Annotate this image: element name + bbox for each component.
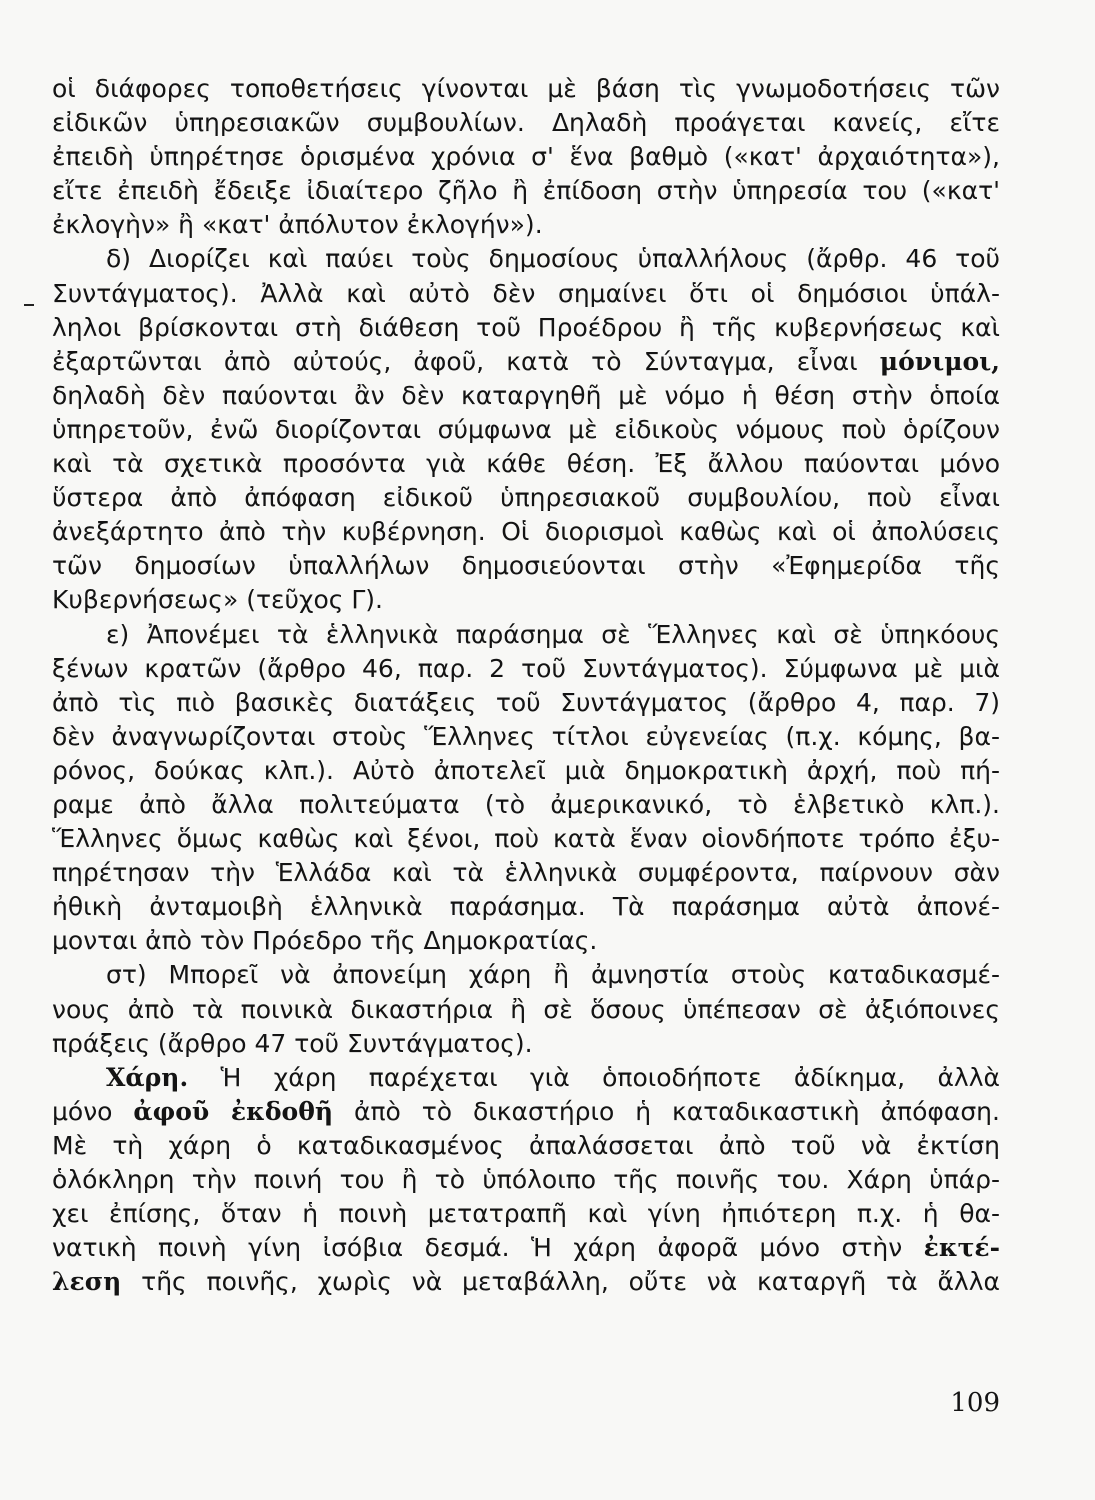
text-line: νους ἀπὸ τὰ ποινικὰ δικαστήρια ἢ σὲ ὅσους ὑπέπεσαν σὲ ἀξιόποινες [52, 994, 1000, 1024]
text-line: καὶ τὰ σχετικὰ προσόντα γιὰ κάθε θέση. Ἐξ ἄλλου παύονται μόνο [52, 449, 1000, 479]
text-line: ἐκλογὴν» ἢ «κατ' ἀπόλυτον ἐκλογήν»). [52, 210, 543, 240]
bold-term: Χάρη. [106, 1062, 189, 1092]
text-line-with-bold: λεση τῆς ποινῆς, χωρὶς νὰ μεταβάλλη, οὔτε νὰ καταργῆ τὰ ἄλλα [52, 1267, 1000, 1297]
text-line: ρόνος, δούκας κλπ.). Αὐτὸ ἀποτελεῖ μιὰ δημοκρατικὴ ἀρχή, ποὺ πή- [52, 755, 1000, 785]
text-line: εἰδικῶν ὑπηρεσιακῶν συμβουλίων. Δηλαδὴ προάγεται κανείς, εἴτε [52, 108, 1000, 138]
text-line: Συντάγματος). Ἀλλὰ καὶ αὐτὸ δὲν σημαίνει ὅτι οἱ δημόσιοι ὑπάλ- [52, 278, 1000, 308]
text-line: εἴτε ἐπειδὴ ἔδειξε ἰδιαίτερο ζῆλο ἢ ἐπίδοση στὴν ὑπηρεσία του («κατ' [52, 176, 1000, 206]
text-line: χει ἐπίσης, ὅταν ἡ ποινὴ μετατραπῆ καὶ γίνη ἠπιότερη π.χ. ἡ θα- [52, 1199, 1000, 1229]
text-line: ληλοι βρίσκονται στὴ διάθεση τοῦ Προέδρου ἢ τῆς κυβερνήσεως καὶ [52, 312, 1000, 342]
text-line: Κυβερνήσεως» (τεῦχος Γ). [52, 585, 383, 615]
text-line: Ἕλληνες ὅμως καθὼς καὶ ξένοι, ποὺ κατὰ ἕναν οἱονδήποτε τρόπο ἐξυ- [52, 824, 1000, 854]
text-line: ραμε ἀπὸ ἄλλα πολιτεύματα (τὸ ἀμερικανικό, τὸ ἑλβετικὸ κλπ.). [52, 789, 1000, 819]
text-line: Μὲ τὴ χάρη ὁ καταδικασμένος ἀπαλάσσεται ἀπὸ τοῦ νὰ ἐκτίση [52, 1130, 1000, 1160]
paragraph-e-start: ε) Ἀπονέμει τὰ ἑλληνικὰ παράσημα σὲ Ἕλληνες καὶ σὲ ὑπηκόους [106, 619, 1000, 649]
text-line: πηρέτησαν τὴν Ἑλλάδα καὶ τὰ ἑλληνικὰ συμφέροντα, παίρνουν σὰν [52, 858, 1000, 888]
text-line: δηλαδὴ δὲν παύονται ἂν δὲν καταργηθῆ μὲ νόμο ἡ θέση στὴν ὁποία [52, 380, 1000, 410]
text-line: τῶν δημοσίων ὑπαλλήλων δημοσιεύονται στὴν «Ἐφημερίδα τῆς [52, 551, 1000, 581]
bold-term: ἀφοῦ ἐκδοθῆ [133, 1096, 334, 1126]
page-number: 109 [950, 1388, 1000, 1418]
text-line: ξένων κρατῶν (ἄρθρο 46, παρ. 2 τοῦ Συντάγματος). Σύμφωνα μὲ μιὰ [52, 653, 1000, 683]
text-line: ὁλόκληρη τὴν ποινή του ἢ τὸ ὑπόλοιπο τῆς ποινῆς του. Χάρη ὑπάρ- [52, 1165, 1000, 1194]
text-line: μονται ἀπὸ τὸν Πρόεδρο τῆς Δημοκρατίας. [52, 926, 598, 956]
paragraph-st-start: στ) Μπορεῖ νὰ ἀπονείμη χάρη ἢ ἀμνηστία στοὺς καταδικασμέ- [106, 960, 1000, 990]
text-line: πράξεις (ἄρθρο 47 τοῦ Συντάγματος). [52, 1028, 533, 1058]
paragraph-d-start: δ) Διορίζει καὶ παύει τοὺς δημοσίους ὑπαλλήλους (ἄρθρ. 46 τοῦ [106, 244, 1000, 274]
body-text [52, 72, 1000, 1299]
text-line: οἱ διάφορες τοποθετήσεις γίνονται μὲ βάση τὶς γνωμοδοτήσεις τῶν [52, 74, 1000, 103]
text-line: ὑπηρετοῦν, ἐνῶ διορίζονται σύμφωνα μὲ εἰδικοὺς νόμους ποὺ ὁρίζουν [52, 414, 1000, 444]
text-line: ὕστερα ἀπὸ ἀπόφαση εἰδικοῦ ὑπηρεσιακοῦ συμβουλίου, ποὺ εἶναι [52, 483, 1000, 513]
text-line-with-bold: μόνο ἀφοῦ ἐκδοθῆ ἀπὸ τὸ δικαστήριο ἡ καταδικαστικὴ ἀπόφαση. [52, 1096, 1000, 1126]
charis-paragraph-start: Χάρη. Ἡ χάρη παρέχεται γιὰ ὁποιοδήποτε ἀδίκημα, ἀλλὰ [106, 1062, 1000, 1092]
text-line: δὲν ἀναγνωρίζονται στοὺς Ἕλληνες τίτλοι εὐγενείας (π.χ. κόμης, βα- [52, 721, 1000, 751]
bold-term: λεση [52, 1267, 122, 1297]
bold-term: ἐκτέ- [923, 1233, 1000, 1263]
text-line-with-bold: ἐξαρτῶνται ἀπὸ αὐτούς, ἀφοῦ, κατὰ τὸ Σύνταγμα, εἶναι μόνιμοι, [52, 346, 1000, 376]
margin-dash [24, 304, 34, 306]
text-line: ἠθικὴ ἀνταμοιβὴ ἑλληνικὰ παράσημα. Τὰ παράσημα αὐτὰ ἀπονέ- [52, 892, 1000, 922]
text-line: ἀπὸ τὶς πιὸ βασικὲς διατάξεις τοῦ Συντάγματος (ἄρθρο 4, παρ. 7) [52, 687, 1000, 717]
text-line: ἀνεξάρτητο ἀπὸ τὴν κυβέρνηση. Οἱ διορισμοὶ καθὼς καὶ οἱ ἀπολύσεις [52, 517, 1000, 547]
text-line-with-bold: νατικὴ ποινὴ γίνη ἰσόβια δεσμά. Ἡ χάρη ἀφορᾶ μόνο στὴν ἐκτέ- [52, 1233, 1000, 1263]
bold-term: μόνιμοι, [879, 346, 1000, 376]
text-line: ἐπειδὴ ὑπηρέτησε ὁρισμένα χρόνια σ' ἕνα βαθμὸ («κατ' ἀρχαιότητα»), [52, 142, 1000, 172]
